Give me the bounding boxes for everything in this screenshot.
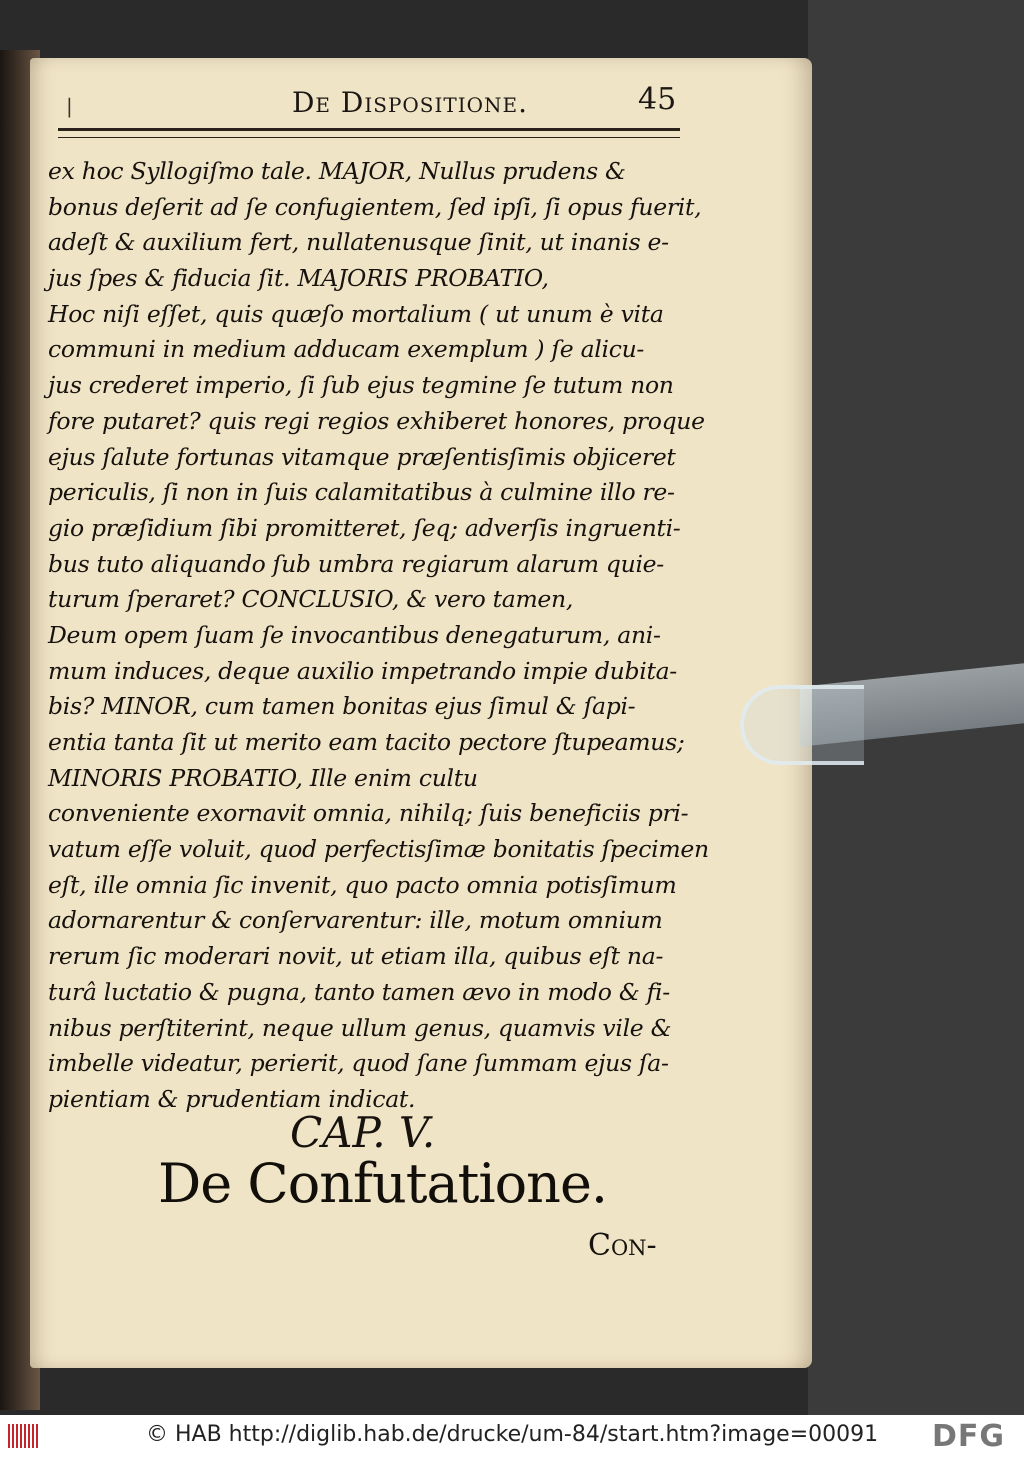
body-line: vatum eſſe voluit, quod perfectisſimæ bonitatis ſpecimen xyxy=(48,835,709,864)
body-line: imbelle videatur, perierit, quod ſane ſummam ejus ſa- xyxy=(48,1049,669,1078)
body-line: periculis, ſi non in ſuis calamitatibus à culmine illo re- xyxy=(48,478,675,507)
body-line: mum induces, deque auxilio impetrando impie dubita- xyxy=(48,656,677,685)
chapter-title: De Confutatione. xyxy=(158,1152,608,1215)
catchword: Con- xyxy=(588,1228,657,1263)
body-line: fore putaret? quis regi regios exhiberet honores, proque xyxy=(48,406,705,435)
body-line: ex hoc Syllogiſmo tale. MAJOR, Nullus prudens & xyxy=(48,157,626,185)
body-line: adeſt & auxilium fert, nullatenusque ſinit, ut inanis e- xyxy=(48,228,669,257)
body-line: pientiam & prudentiam indicat. xyxy=(48,1084,416,1113)
body-line: Hoc niſi eſſet, quis quæſo mortalium ( ut unum è vita xyxy=(48,299,664,328)
body-line: gio præſidium ſibi promitteret, ſeq; adverſis ingruenti- xyxy=(48,513,681,542)
credit-link[interactable]: © HAB http://diglib.hab.de/drucke/um-84/start.htm?image=00091 xyxy=(146,1422,879,1447)
body-line: ejus ſalute fortunas vitamque præſentisſimis objiceret xyxy=(48,442,676,471)
footer-bar xyxy=(0,1415,1024,1457)
body-line: bus tuto aliquando ſub umbra regiarum alarum quie- xyxy=(48,549,664,578)
body-line: conveniente exornavit omnia, nihilq; ſuis beneficiis pri- xyxy=(48,799,689,828)
body-line: turâ luctatio & pugna, tanto tamen ævo in modo & fi- xyxy=(48,977,670,1006)
body-text xyxy=(48,154,709,1118)
clip-loop xyxy=(740,685,864,765)
body-line: Deum opem ſuam ſe invocantibus denegaturum, ani- xyxy=(48,620,661,649)
body-line: communi in medium adducam exemplum ) ſe alicu- xyxy=(48,335,645,364)
body-line: MINORIS PROBATIO, Ille enim cultu xyxy=(48,763,478,792)
barcode-icon xyxy=(8,1424,38,1448)
page-clip xyxy=(740,655,1024,765)
body-line: rerum ſic moderari novit, ut etiam illa, quibus eſt na- xyxy=(48,942,664,971)
body-line: eſt, ille omnia ſic invenit, quo pacto omnia potisſimum xyxy=(48,870,677,899)
body-line: nibus perſtiterint, neque ullum genus, quamvis vile & xyxy=(48,1013,672,1042)
body-line: turum ſperaret? CONCLUSIO, & vero tamen, xyxy=(48,585,574,614)
margin-mark: | xyxy=(66,94,73,118)
running-head: De Dispositione. xyxy=(291,86,529,119)
header-rule xyxy=(58,128,680,138)
body-line: bonus deſerit ad ſe confugientem, ſed ipſi, ſi opus fuerit, xyxy=(48,192,702,221)
chapter-number: CAP. V. xyxy=(290,1108,436,1157)
body-line: jus crederet imperio, ſi ſub ejus tegmine ſe tutum non xyxy=(48,371,674,400)
dfg-logo: DFG xyxy=(932,1419,1006,1454)
page-header xyxy=(60,82,690,124)
body-line: jus ſpes & fiducia ſit. MAJORIS PROBATIO, xyxy=(48,264,549,293)
page-number: 45 xyxy=(638,82,677,117)
body-line: bis? MINOR, cum tamen bonitas ejus ſimul & ſapi- xyxy=(48,692,636,721)
body-line: adornarentur & conſervarentur: ille, motum omnium xyxy=(48,906,663,935)
body-line: entia tanta ſit ut merito eam tacito pectore ſtupeamus; xyxy=(48,728,685,756)
